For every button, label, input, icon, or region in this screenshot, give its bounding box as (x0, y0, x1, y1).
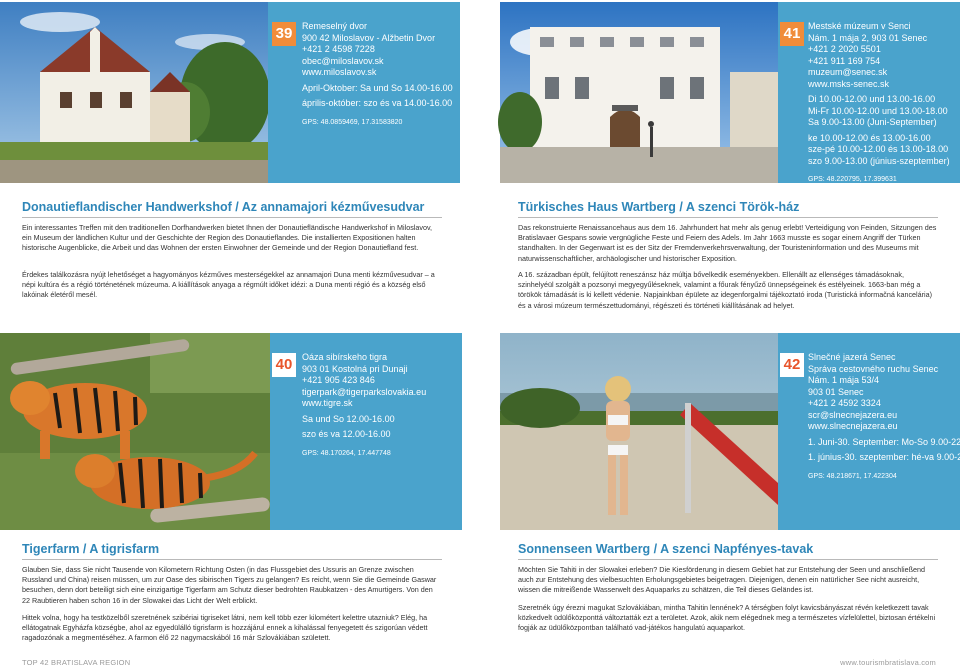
info-41-hours-de-2: Mi-Fr 10.00-12.00 und 13.00-18.00 (808, 105, 948, 116)
info-41-address: Nám. 1 mája 2, 903 01 Senec (808, 32, 928, 43)
tigers-photo (0, 333, 270, 530)
section-title-sonnen: Sonnenseen Wartberg / A szenci Napfényes-tavak (518, 542, 814, 556)
info-41-web[interactable]: www.msks-senec.sk (808, 78, 890, 89)
info-41-phone-1: +421 2 2020 5501 (808, 44, 881, 54)
info-42-email[interactable]: scr@slnecnejazera.eu (808, 409, 898, 420)
info-box-39 (268, 2, 460, 183)
info-41-lines (808, 21, 950, 186)
info-40-hours-hu: szo és va 12.00-16.00 (302, 429, 391, 439)
museum-photo (500, 2, 778, 183)
info-box-41 (778, 2, 960, 183)
footer-brand: TOP 42 BRATISLAVA REGION (22, 658, 131, 667)
info-41-hours-hu-2: sze-pé 10.00-12.00 és 13.00-18.00 (808, 144, 949, 154)
sonnen-text-hu: Szeretnék úgy érezni magukat Szlovákiában, mintha Tahitin lennének? A térségben folyt kavicsbányászat révén keletkezett tavak közkedvelt üdülőközponttá változtatták ezt a területet. Azok, akik nem elégednek meg a természetes vízfelülettel, biztosan értékelni fogják az üdülőközpontban található vad-játékos hangulatú aquaparkot. (518, 603, 936, 633)
tiger-text-de: Glauben Sie, dass Sie nicht Tausende von Kilometern Richtung Osten (in das Flussgebiet des Ussuris an Grenze zwischen Russland und China) reisen müssen, um zur Oase des sibirischen Tigers zu gelangen? Es reicht, wenn Sie die Gemeinde Gaswar besuchen, denn dort beteiligt sich eine einzigartige Tigerfarm am Schutz dieser bedrohten Raubkatzen - des Amurtigers. Von den 22 Raubtieren haben schon 16 in der Slowakei das Licht der Welt erblickt. (22, 565, 437, 605)
info-40-name: Oáza sibírskeho tigra (302, 352, 388, 362)
info-40-gps: GPS: 48.170264, 17.447748 (302, 449, 391, 457)
info-41-hours-hu-1: ke 10.00-12.00 és 13.00-16.00 (808, 132, 931, 143)
info-39-name: Remeselný dvor (302, 21, 368, 31)
info-41-name: Mestské múzeum v Senci (808, 21, 911, 31)
info-40-lines (302, 352, 426, 459)
info-39-address: 900 42 Miloslavov - Alžbetin Dvor (302, 32, 436, 43)
haus-text-hu: A 16. században épült, felújított reneszánsz ház múltja bővelkedik eseményekben. Ellenállt az ellenséges támadásoknak, szinhelyéül szolgált a pozsonyi megyegyűléseknek, valamint a főurak fényűző ünnepségeinek és estélyeinek. 1663-ban még a törökök támadását is ki kellett védenie. Napjainkban épülete az idegenforgalmi tájékoztató iroda (Turistická informačná kancelária) és a városi múzeum természettudományi, régészeti és történeti kiállításának ad helyet. (518, 270, 933, 310)
craft-yard-photo (0, 2, 268, 183)
info-42-phone: +421 2 4592 3324 (808, 398, 881, 408)
info-41-gps: GPS: 48.220795, 17.399631 (808, 176, 897, 183)
number-badge-41: 41 (780, 22, 804, 46)
info-41-phone-2: +421 911 169 754 (808, 55, 881, 66)
info-40-phone: +421 905 423 846 (302, 375, 375, 385)
info-39-email[interactable]: obec@miloslavov.sk (302, 55, 384, 66)
donau-text-hu: Érdekes találkozásra nyújt lehetőséget a hagyományos kézműves mesterségekkel az annamajori Duna menti kézművesudvar – a népi kultúra és a régió történetének múzeuma. A kiállítások anyaga a régmúlt időket idézi: a Duna menti régió és a község első lakóinak életéről mesél. (22, 270, 435, 300)
info-42-lines (808, 352, 980, 482)
info-39-web[interactable]: www.miloslavov.sk (302, 67, 377, 77)
info-41-hours-de-1: Di 10.00-12.00 und 13.00-16.00 (808, 94, 936, 104)
sonnen-text-de: Möchten Sie Tahiti in der Slowakei erleben? Die Kiesförderung in diesem Gebiet hat zur Entstehung der Seen und anschließend auch zur Entstehung des vielbesuchten Erholungsgebietes beigetragen. Diejenigen, denen ein natürlicher See nicht ausreicht, wissen die mitreißende Wasserwelt des Aquaparks zu schätzen, die Teil dieses Geländes ist. (518, 565, 926, 595)
number-badge-42: 42 (780, 353, 804, 377)
section-divider-donau (22, 217, 442, 218)
info-42-hours-de: 1. Juni-30. September: Mo-So 9.00-22.00 (808, 436, 974, 447)
number-badge-39: 39 (272, 22, 296, 46)
info-40-hours-de: Sa und So 12.00-16.00 (302, 413, 395, 424)
section-title-tiger: Tigerfarm / A tigrisfarm (22, 542, 160, 556)
donau-text-de: Ein interessantes Treffen mit den traditionellen Dorfhandwerken bietet Ihnen der Donautiefländische Handwerkshof in Miloslavov, ein Museum der ländlichen Kultur und der Geschichte der Region des Donautieflandes. Die installierten Expositionen halten historische Augenblicke, die Arbeit und das Wohnen der ersten Einwohner der Gemeinde und der Region Donautiefland fest. (22, 223, 433, 253)
info-41-hours-hu-3: szo 9.00-13.00 (június-szeptember) (808, 155, 950, 166)
info-box-42 (778, 333, 980, 530)
number-badge-40: 40 (272, 353, 296, 377)
tiger-text-hu: Hittek volna, hogy ha testközelből szeretnének szibériai tigriseket látni, nem kell több ezer kilométert kelettre utazniuk? Elég, ha ellátogatnak Egyházfa községbe, ahol az egyedülálló tigrisfarm is hozzájárul ennek a kihalással fenyegetett és szigorúan védett ragadozónak a megmentéséhez. A farmon élő 22 nagymacskából 16 már Szlovákiában született. (22, 613, 428, 643)
info-41-email[interactable]: muzeum@senec.sk (808, 67, 888, 77)
section-divider-haus (518, 217, 938, 218)
section-title-donau: Donautieflandischer Handwerkshof / Az annamajori kézművesudvar (22, 200, 425, 214)
info-39-hours-de: April-Oktober: Sa und So 14.00-16.00 (302, 82, 453, 93)
haus-text-de: Das rekonstruierte Renaissancehaus aus dem 16. Jahrhundert hat mehr als genug erlebt! Verteidigung von Feinden, Sitzungen des Bratislavaer Gespans sowie vergnügliche Feste und Feiern des Adels. Im Jahr 1663 musste es sogar einem Angriff der Türken standhalten. In der Gegenwart ist es der Sitz der Fremdenverkehrsverwaltung, der Touristeninformation und des Museums mit naturwissenschaftlicher, archäologischer und historischer Exposition. (518, 223, 937, 263)
info-42-org: Správa cestovného ruchu Senec (808, 363, 939, 374)
section-divider-tiger (22, 559, 442, 560)
info-box-40 (270, 333, 462, 530)
section-divider-sonnen (518, 559, 938, 560)
info-40-address: 903 01 Kostolná pri Dunaji (302, 363, 408, 374)
info-39-gps: GPS: 48.0859469, 17.31583820 (302, 118, 403, 126)
info-42-city: 903 01 Senec (808, 386, 864, 397)
info-40-web[interactable]: www.tigre.sk (302, 398, 353, 408)
info-39-lines (302, 21, 453, 128)
info-39-phone: +421 2 4598 7228 (302, 44, 375, 54)
info-42-gps: GPS: 48.218671, 17.422304 (808, 472, 897, 480)
info-39-hours-hu: április-október: szo és va 14.00-16.00 (302, 98, 453, 108)
info-42-name: Slnečné jazerá Senec (808, 352, 896, 362)
info-42-web[interactable]: www.slnecnejazera.eu (808, 421, 898, 431)
section-title-haus: Türkisches Haus Wartberg / A szenci Török-ház (518, 200, 800, 214)
lake-photo (500, 333, 778, 530)
info-40-email[interactable]: tigerpark@tigerparkslovakia.eu (302, 386, 427, 397)
info-42-street: Nám. 1 mája 53/4 (808, 375, 880, 385)
info-42-hours-hu: 1. június-30. szeptember: hé-va 9.00-22.00 (808, 452, 980, 462)
footer-website[interactable]: www.tourismbratislava.com (840, 658, 936, 667)
info-41-hours-de-3: Sa 9.00-13.00 (Juni-September) (808, 117, 937, 127)
